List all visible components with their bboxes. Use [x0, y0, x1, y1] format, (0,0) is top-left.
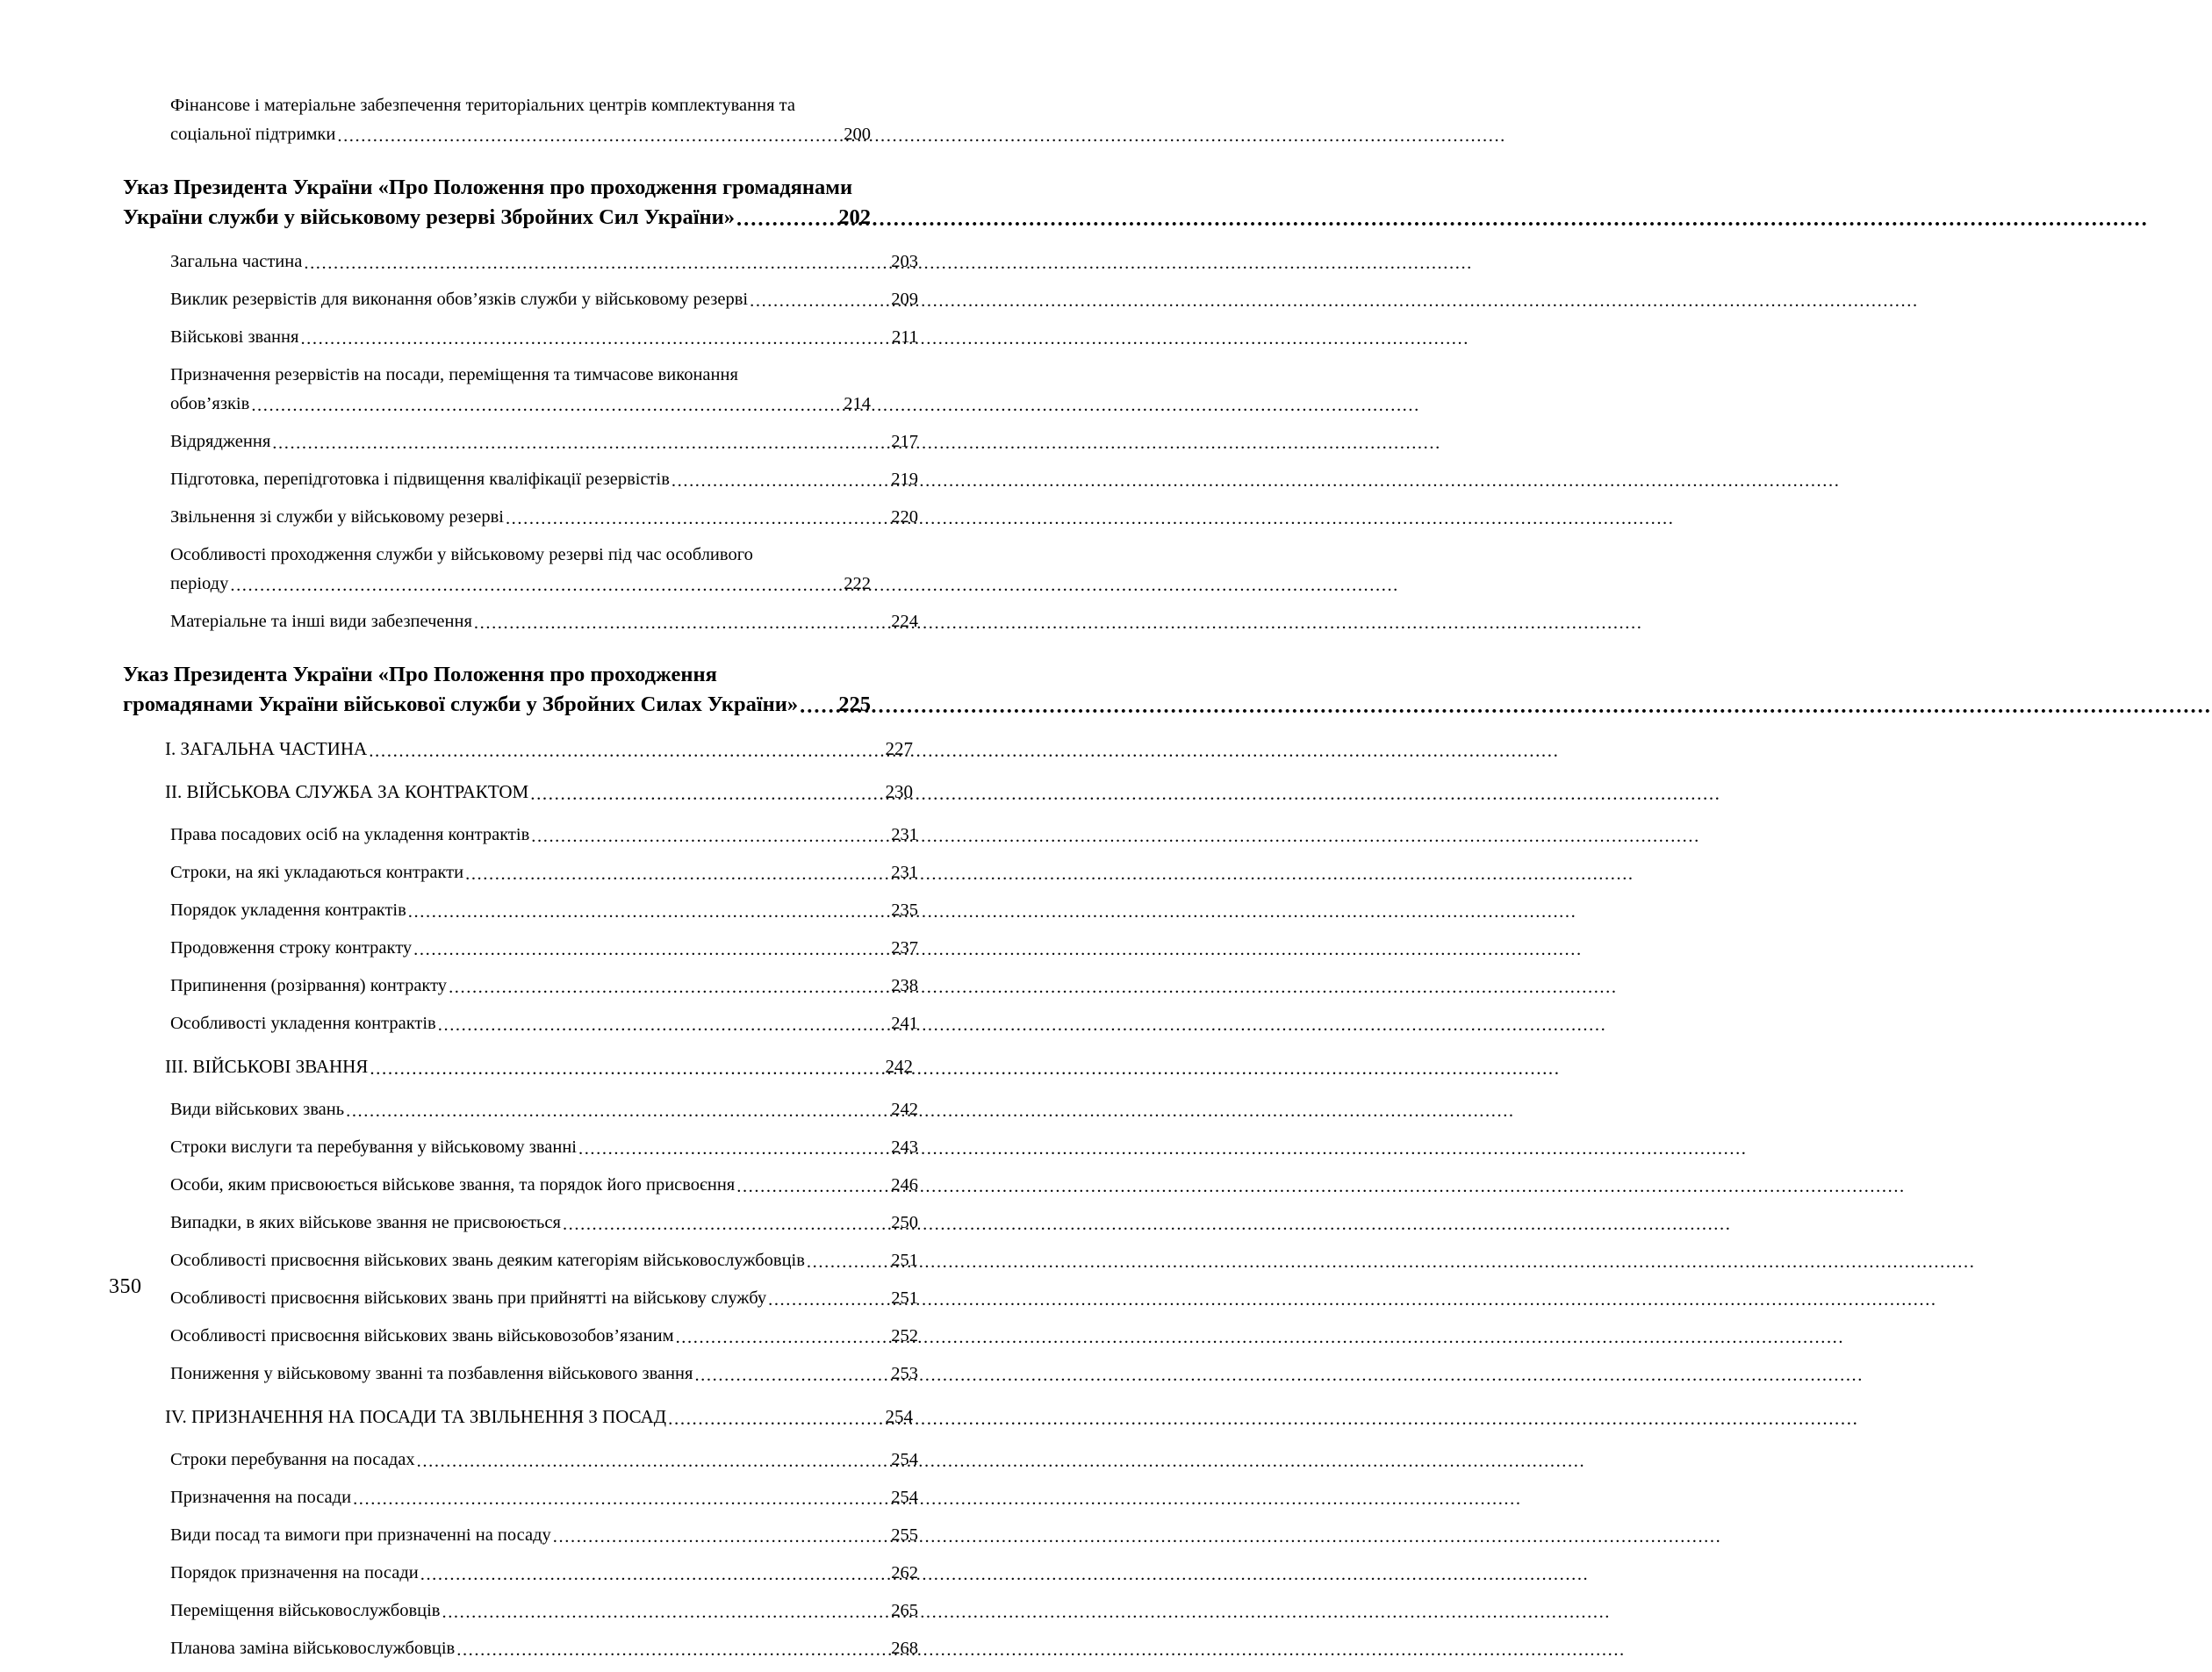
toc-entry-last-line — [123, 690, 871, 720]
toc-entry-page-number: 214 — [844, 394, 871, 413]
toc-entry-title: України служби у військовому резерві Збройних Сил України» — [123, 205, 736, 229]
toc-entry[interactable] — [170, 858, 918, 887]
toc-entry-page-number: 231 — [891, 825, 918, 844]
toc-entry-page-number: 238 — [891, 976, 918, 995]
toc-entry-page-number: 246 — [891, 1175, 918, 1195]
toc-entry-title: Планова заміна військовослужбовців — [170, 1639, 456, 1658]
toc-entry-page-number: 242 — [891, 1100, 918, 1119]
toc-entry[interactable] — [165, 778, 913, 807]
dot-leader — [369, 745, 877, 764]
toc-entry-title: Переміщення військовослужбовців — [170, 1601, 441, 1620]
toc-entry-title: Особливості укладення контрактів — [170, 1014, 436, 1033]
toc-entry-title: Військові звання — [170, 327, 299, 347]
dot-leader — [449, 983, 882, 1001]
dot-leader — [346, 1107, 882, 1125]
document-page — [0, 0, 1002, 1658]
toc-entry-page-number: 217 — [891, 432, 918, 451]
dot-leader — [553, 1532, 882, 1551]
dot-leader — [442, 1608, 882, 1626]
toc-entry-title: Звільнення зі служби у військовому резерві — [170, 507, 504, 527]
dot-leader — [413, 945, 882, 964]
toc-entry[interactable] — [123, 660, 871, 720]
toc-entry-title: обов’язків — [170, 394, 250, 413]
toc-entry[interactable] — [170, 972, 918, 1001]
toc-entry-title: Призначення на посади — [170, 1488, 352, 1507]
toc-entry[interactable] — [170, 1246, 918, 1275]
toc-entry-title: Пониження у військовому званні та позбавлення військового звання — [170, 1364, 693, 1383]
toc-entry-title: громадянами України військової служби у Збройних Силах України» — [123, 692, 799, 716]
toc-entry[interactable] — [170, 1009, 918, 1038]
toc-entry[interactable] — [170, 934, 918, 963]
toc-entry[interactable] — [170, 361, 871, 419]
dot-leader — [304, 259, 882, 277]
dot-leader — [578, 1145, 882, 1163]
toc-entry-page-number: 268 — [891, 1639, 918, 1658]
toc-entry-page-number: 230 — [885, 781, 913, 802]
toc-entry-page-number: 252 — [891, 1326, 918, 1345]
dot-leader — [300, 334, 882, 353]
toc-entry-page-number: 225 — [838, 692, 871, 716]
toc-entry[interactable] — [170, 1360, 918, 1389]
toc-entry-page-number: 211 — [892, 327, 918, 347]
toc-entry-title: Строки перебування на посадах — [170, 1450, 415, 1469]
dot-leader — [750, 297, 882, 315]
toc-entry-title: Особливості присвоєння військових звань при прийнятті на військову службу — [170, 1288, 767, 1308]
toc-entry[interactable] — [170, 1133, 918, 1162]
toc-entry-page-number: 219 — [891, 470, 918, 489]
toc-entry-last-line — [170, 390, 871, 419]
toc-entry[interactable] — [170, 607, 918, 636]
dot-leader — [370, 1063, 877, 1081]
dot-leader — [408, 908, 882, 926]
toc-entry-title: Строки, на які укладаються контракти — [170, 863, 464, 882]
dot-leader — [272, 439, 882, 457]
toc-entry-title: Особливості присвоєння військових звань військовозобов’язаним — [170, 1326, 674, 1345]
toc-entry-page-number: 241 — [891, 1014, 918, 1033]
toc-entry-page-number: 231 — [891, 863, 918, 882]
dot-leader — [230, 581, 843, 599]
toc-entry[interactable] — [170, 821, 918, 850]
toc-entry[interactable] — [170, 465, 918, 494]
page-folio-number: 350 — [109, 1275, 142, 1298]
toc-entry[interactable] — [170, 91, 871, 149]
toc-entry-title: III. ВІЙСЬКОВІ ЗВАННЯ — [165, 1056, 369, 1077]
dot-leader — [456, 1646, 882, 1664]
toc-entry-title: II. ВІЙСЬКОВА СЛУЖБА ЗА КОНТРАКТОМ — [165, 781, 529, 802]
dot-leader — [337, 132, 843, 150]
toc-entry[interactable] — [170, 1483, 918, 1512]
dot-leader — [530, 788, 877, 807]
toc-entry-page-number: 250 — [891, 1213, 918, 1232]
toc-entry-page-number: 251 — [891, 1288, 918, 1308]
toc-entry-page-number: 237 — [891, 938, 918, 958]
dot-leader — [736, 1182, 882, 1201]
toc-entry-title: Види військових звань — [170, 1100, 345, 1119]
toc-entry-page-number: 222 — [844, 574, 871, 593]
toc-entry-page-number: 209 — [891, 290, 918, 309]
toc-entry-page-number: 227 — [885, 738, 913, 759]
toc-entry[interactable] — [170, 1171, 918, 1200]
dot-leader — [251, 401, 843, 420]
toc-entry-title: Загальна частина — [170, 252, 303, 271]
toc-entry-page-number: 203 — [891, 252, 918, 271]
toc-entry[interactable] — [170, 1446, 918, 1475]
toc-entry-last-line — [170, 570, 871, 599]
dot-leader — [676, 1333, 882, 1352]
toc-entry[interactable] — [170, 896, 918, 925]
toc-entry-title: Припинення (розірвання) контракту — [170, 976, 448, 995]
toc-entry-page-number: 254 — [891, 1450, 918, 1469]
toc-entry[interactable] — [170, 1559, 918, 1588]
toc-entry[interactable] — [170, 1209, 918, 1238]
toc-entry-page-number: 243 — [891, 1137, 918, 1157]
toc-entry[interactable] — [170, 1634, 918, 1663]
toc-entry-page-number: 251 — [891, 1251, 918, 1270]
dot-leader — [353, 1495, 882, 1513]
dot-leader — [807, 1258, 882, 1276]
toc-entry-page-number: 202 — [838, 205, 871, 229]
toc-entry-title-line: Указ Президента України «Про Положення про проходження громадянами — [123, 176, 853, 199]
toc-entry-page-number: 220 — [891, 507, 918, 527]
dot-leader — [563, 1220, 882, 1238]
toc-entry[interactable] — [165, 1403, 913, 1432]
dot-leader — [438, 1021, 882, 1039]
dot-leader — [668, 1413, 877, 1432]
dot-leader — [736, 212, 828, 233]
toc-entry-title-line: Указ Президента України «Про Положення про проходження — [123, 663, 717, 686]
toc-entry-last-line — [170, 120, 871, 149]
toc-entry[interactable] — [170, 248, 918, 276]
toc-entry[interactable] — [123, 173, 871, 233]
toc-entry-page-number: 242 — [885, 1056, 913, 1077]
toc-entry[interactable] — [170, 1284, 918, 1313]
dot-leader — [768, 1295, 882, 1314]
table-of-contents — [123, 91, 918, 1672]
toc-entry-title: Матеріальне та інші види забезпечення — [170, 612, 472, 631]
dot-leader — [465, 870, 882, 888]
toc-entry-title: Строки вислуги та перебування у військовому званні — [170, 1137, 577, 1157]
toc-entry[interactable] — [170, 1322, 918, 1351]
toc-entry-title: Продовження строку контракту — [170, 938, 413, 958]
toc-entry-title-line: Призначення резервістів на посади, переміщення та тимчасове виконання — [170, 365, 738, 384]
toc-entry-page-number: 255 — [891, 1525, 918, 1545]
toc-entry-title-line: Особливості проходження служби у військовому резерві під час особливого — [170, 545, 753, 564]
toc-entry-page-number: 254 — [885, 1406, 913, 1427]
toc-entry-title: Випадки, в яких військове звання не присвоюється — [170, 1213, 561, 1232]
toc-entry[interactable] — [170, 1521, 918, 1550]
toc-entry[interactable] — [170, 1597, 918, 1625]
toc-entry-title: I. ЗАГАЛЬНА ЧАСТИНА — [165, 738, 368, 759]
dot-leader — [474, 619, 882, 637]
toc-entry[interactable] — [170, 427, 918, 456]
toc-entry-title: соціальної підтримки — [170, 125, 336, 144]
toc-entry-title: Особливості присвоєння військових звань деяким категоріям військовослужбовців — [170, 1251, 805, 1270]
dot-leader — [531, 832, 882, 850]
dot-leader — [506, 514, 882, 533]
toc-entry-title: Порядок призначення на посади — [170, 1563, 419, 1582]
toc-entry[interactable] — [170, 1095, 918, 1124]
toc-entry-title-line: Фінансове і матеріальне забезпечення територіальних центрів комплектування та — [170, 96, 795, 115]
dot-leader — [694, 1371, 882, 1389]
toc-entry-title: Права посадових осіб на укладення контрактів — [170, 825, 530, 844]
dot-leader — [800, 699, 828, 721]
toc-entry-title: Виклик резервістів для виконання обов’язків служби у військовому резерві — [170, 290, 749, 309]
toc-entry[interactable] — [165, 1052, 913, 1081]
toc-entry-title: Підготовка, перепідготовка і підвищення кваліфікації резервістів — [170, 470, 670, 489]
toc-entry[interactable] — [165, 735, 913, 764]
toc-entry-page-number: 235 — [891, 901, 918, 920]
toc-entry-title: Відрядження — [170, 432, 271, 451]
toc-entry-title: IV. ПРИЗНАЧЕННЯ НА ПОСАДИ ТА ЗВІЛЬНЕННЯ З ПОСАД — [165, 1406, 667, 1427]
toc-entry-title: Види посад та вимоги при призначенні на посаду — [170, 1525, 551, 1545]
toc-entry-page-number: 254 — [891, 1488, 918, 1507]
toc-entry[interactable] — [170, 503, 918, 532]
toc-entry-last-line — [123, 203, 871, 233]
toc-entry[interactable] — [170, 541, 871, 599]
toc-entry-page-number: 224 — [891, 612, 918, 631]
dot-leader — [420, 1570, 882, 1589]
dot-leader — [417, 1457, 882, 1475]
toc-entry[interactable] — [170, 285, 918, 314]
toc-entry-title: Порядок укладення контрактів — [170, 901, 406, 920]
toc-entry-title: Особи, яким присвоюється військове звання, та порядок його присвоєння — [170, 1175, 736, 1195]
toc-entry-title: періоду — [170, 574, 229, 593]
toc-entry[interactable] — [170, 323, 918, 352]
dot-leader — [672, 477, 882, 495]
toc-entry-page-number: 200 — [844, 125, 871, 144]
toc-entry-page-number: 253 — [891, 1364, 918, 1383]
toc-entry-page-number: 262 — [891, 1563, 918, 1582]
toc-entry-page-number: 265 — [891, 1601, 918, 1620]
